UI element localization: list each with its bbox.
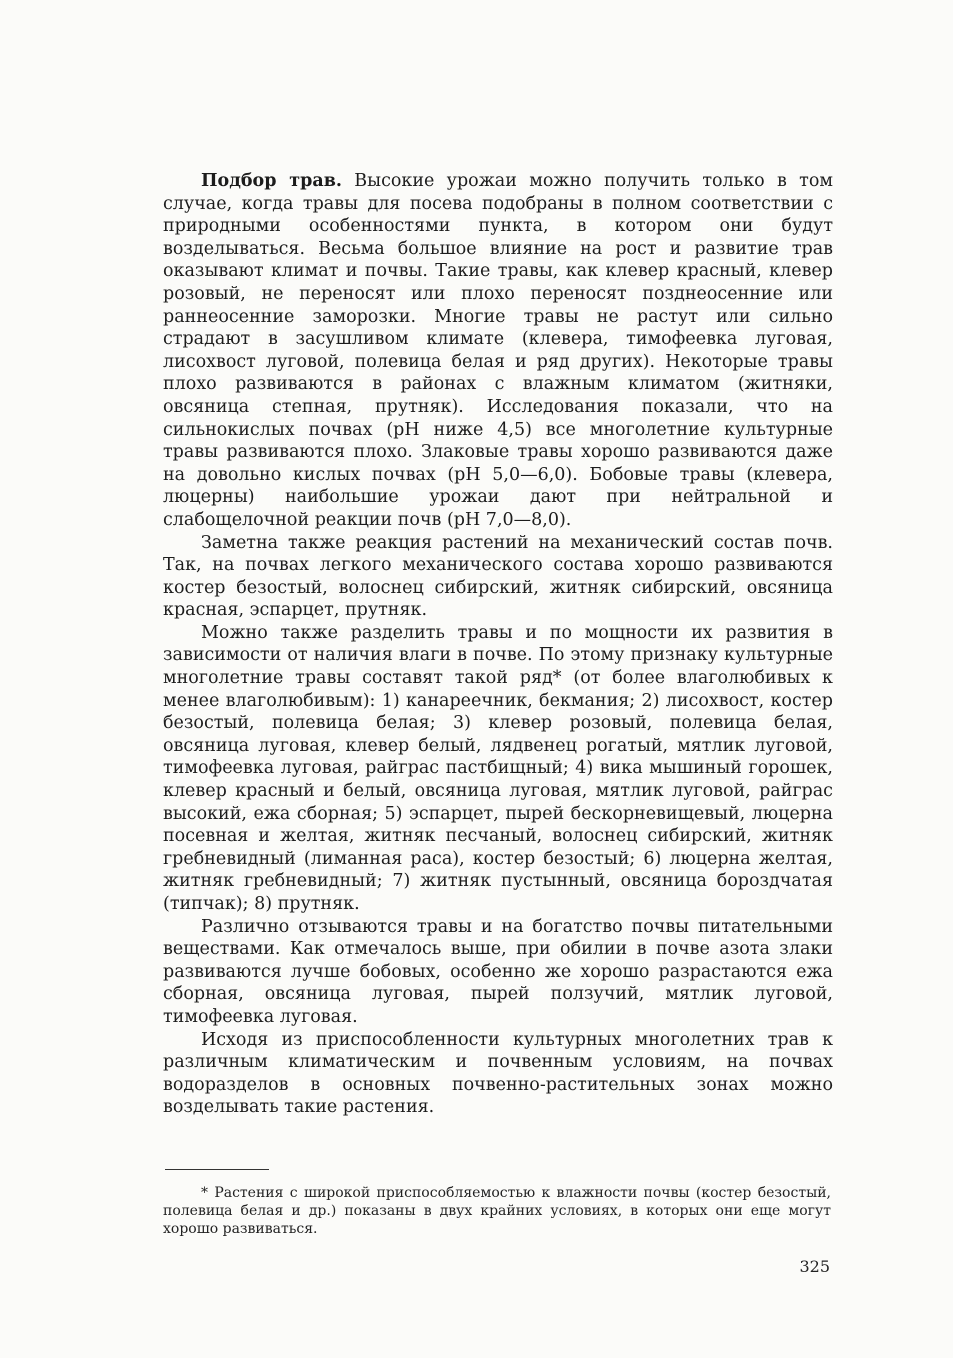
paragraph-text: Высокие урожаи можно получить только в том случае, когда травы для посева подобраны в полном соответствии с природными особенностями пункта, в котором они будут возделываться. Весьма большое влияние на рост и развитие трав оказывают климат и почвы. Такие травы, как клевер красный, клевер розовый, не переносят или плохо переносят позднеосенние или раннеосенние заморозки. Многие травы не растут или сильно страдают в засушливом климате (клевера, тимофеевка луговая, лисохвост луговой, полевица белая и ряд других). Некоторые травы плохо развиваются в районах с влажным климатом (житняки, овсяница степная, прутняк). Исследования показали, что на сильнокислых почвах (pH ниже 4,5) все многолетние культурные травы развиваются плохо. Злаковые травы хорошо развиваются даже на довольно кислых почвах (pH 5,0—6,0). Бобовые травы (клевера, люцерны) наибольшие урожаи дают при нейтральной и слабощелочной реакции почв (pH 7,0—8,0). xyxy=(163,171,833,530)
footnote xyxy=(163,1184,831,1238)
paragraph-moisture-series: Можно также разделить травы и по мощности их развития в зависимости от наличия влаги в почве. По этому признаку культурные многолетние травы составят такой ряд* (от более влаголюбивых к менее влаголюбивым): 1) канареечник, бекмания; 2) лисохвост, костер безостый, полевица белая; 3) клевер розовый, полевица белая, овсяница луговая, клевер белый, лядвенец рогатый, мятлик луговой, тимофеевка луговая, райграс пастбищный; 4) вика мышиный горошек, клевер красный и белый, овсяница луговая, мятлик луговой, райграс высокий, ежа сборная; 5) эспарцет, пырей бескорневищевый, люцерна посевная и желтая, житняк песчаный, волоснец сибирский, житняк гребневидный (лиманная раса), костер безостый; 6) люцерна желтая, житняк гребневидный; 7) житняк пустынный, овсяница бороздчатая (типчак); 8) прутняк. xyxy=(163,622,833,914)
paragraph-conclusion: Исходя из приспособленности культурных многолетних трав к различным климатическим и почвенным условиям, на почвах водоразделов в основных почвенно-растительных зонах можно возделывать такие растения. xyxy=(163,1029,833,1118)
page-number: 325 xyxy=(799,1257,830,1276)
main-text xyxy=(163,170,833,1119)
footnote-divider xyxy=(165,1169,269,1170)
section-lead-heading: Подбор трав. xyxy=(201,171,342,191)
footnote-text: * Растения с широкой приспособляемостью к влажности почвы (костер безостый, полевица белая и др.) показаны в двух крайних условиях, в которых они еще могут хорошо развиваться. xyxy=(163,1185,831,1237)
paragraph-soil-texture: Заметна также реакция растений на механический состав почв. Так, на почвах легкого механического состава хорошо развиваются костер безостый, волоснец сибирский, житняк сибирский, овсяница красная, эспарцет, прутняк. xyxy=(163,532,833,621)
paragraph-grass-selection xyxy=(163,170,833,532)
paragraph-soil-nutrients: Различно отзываются травы и на богатство почвы питательными веществами. Как отмечалось выше, при обилии в почве азота злаки развиваются лучше бобовых, особенно же хорошо разрастаются ежа сборная, овсяница луговая, пырей ползучий, мятлик луговой, тимофеевка луговая. xyxy=(163,916,833,1027)
